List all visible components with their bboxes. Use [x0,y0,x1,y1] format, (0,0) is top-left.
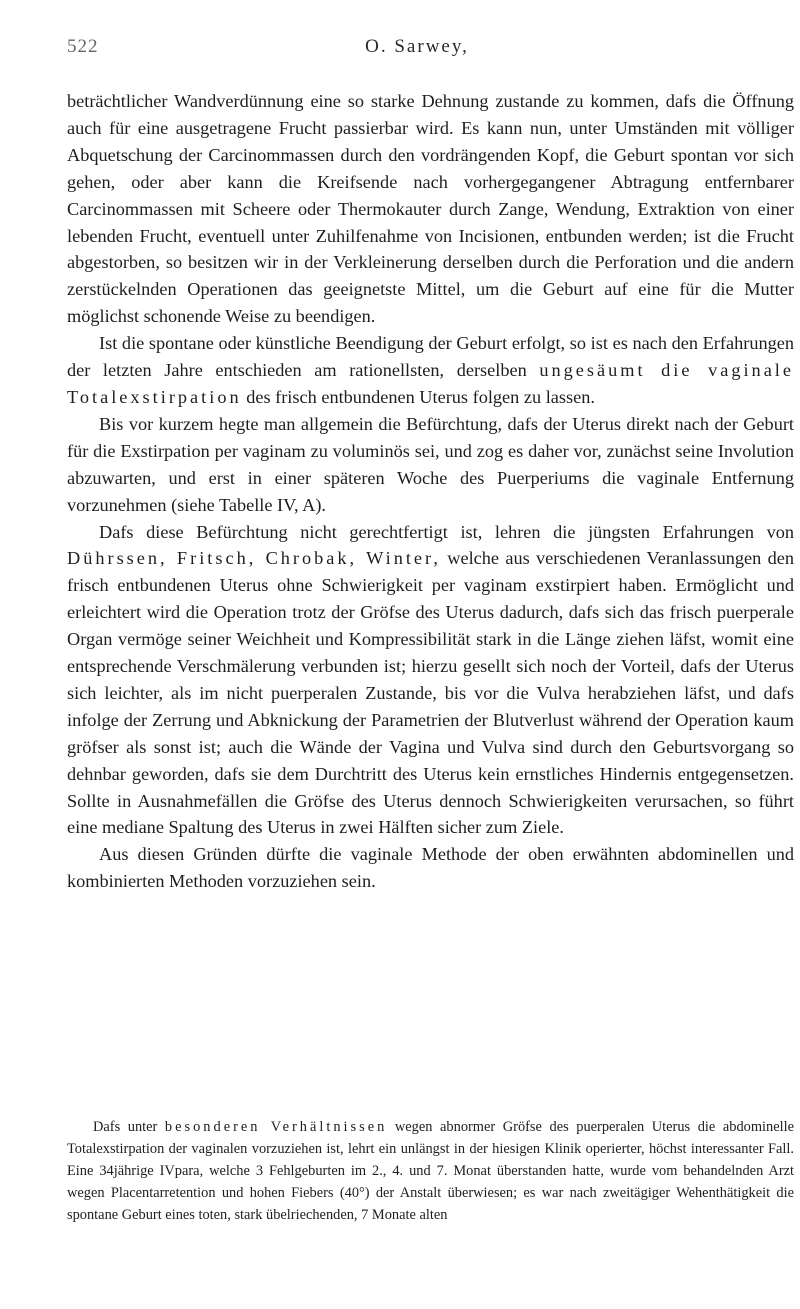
paragraph-text: Dafs diese Befürchtung nicht gerechtfertigt ist, lehren die jüngsten Erfahrungen von [99,521,794,542]
footnote-text: Dafs unter [93,1119,165,1135]
paragraph-conclusion: Aus diesen Gründen dürfte die vaginale Methode der oben erwähnten abdominellen und kombinierten Methoden vorzuziehen sein. [67,844,794,892]
paragraph-text: des frisch entbundenen Uterus folgen zu lassen. [241,386,595,407]
page-header [67,36,767,76]
paragraph-totalexstirpation [67,330,794,411]
page-number: 522 [67,36,99,57]
body-text [67,88,794,895]
running-head: O. Sarwey, [365,36,469,57]
paragraph-erfahrungen [67,519,794,842]
paragraph-continuation: beträchtlicher Wandverdünnung eine so starke Dehnung zustande zu kommen, dafs die Öffnung auch für eine ausgetragene Frucht passierbar wird. Es kann nun, unter Umständen mit völliger Abquetschung der Carcinommassen durch den vordrängenden Kopf, die Geburt spontan vor sich gehen, oder aber kann die Kreifsende nach vorhergegangener Abtragung entfernbarer Carcinommassen mit Scheere oder Thermokauter durch Zange, Wendung, Extraktion von einer lebenden Frucht, eventuell unter Zuhilfenahme von Incisionen, entbunden werden; ist die Frucht abgestorben, so besitzen wir in der Verkleinerung derselben durch die Perforation und die andern zerstückelnden Operationen das geeignetste Mittel, um die Geburt auf eine für die Mutter möglichst schonende Weise zu beendigen. [67,91,794,327]
paragraph-text: welche aus verschiedenen Veranlassungen den frisch entbundenen Uterus ohne Schwierigkeit per vaginam exstirpiert haben. Ermöglicht und erleichtert wird die Operation trotz der Gröfse des Uterus dadurch, dafs sich das frisch puerperale Organ vermöge seiner Weichheit und Kompressibilität stark in die Länge ziehen läfst, womit eine entsprechende Verschmälerung verbunden ist; hierzu gesellt sich noch der Vorteil, dafs der Uterus sich leichter, als im nicht puerperalen Zustande, bis vor die Vulva herabziehen läfst, und dafs infolge der Zerrung und Abknickung der Parametrien der Blutverlust während der Operation kaum gröfser als sonst ist; auch die Wände der Vagina und Vulva sind durch den Geburtsvorgang so dehnbar geworden, dafs sie dem Durchtritt des Uterus kein ernstliches Hindernis entgegensetzen. Sollte in Ausnahmefällen die Gröfse des Uterus dennoch Schwierigkeiten verursachen, so führt eine mediane Spaltung des Uterus in zwei Hälften sicher zum Ziele. [67,548,794,838]
emphasized-text: ungesäumt die vaginale Totalexstirpation [67,360,794,407]
footnote-text: wegen abnormer Gröfse des puerperalen Uterus die abdominelle Totalexstirpation der vaginalen vorzuziehen ist, lehrt ein unlängst in der hiesigen Klinik operierter, höchst interessanter Fall. Eine 34jährige IVpara, welche 3 Fehlgeburten im 2., 4. und 7. Monat überstanden hatte, wurde vom behandelnden Arzt wegen Placentarretention und hohen Fiebers (40°) der Anstalt überwiesen; es war nach zweitägiger Wehenthätigkeit die spontane Geburt eines toten, stark übelriechenden, 7 Monate alten [67,1119,795,1223]
footnote [67,1116,794,1226]
emphasized-text: besonderen Verhältnissen [164,1119,388,1135]
author-names: Dührssen, Fritsch, Chrobak, Winter, [67,548,441,569]
paragraph-befuerchtung: Bis vor kurzem hegte man allgemein die Befürchtung, dafs der Uterus direkt nach der Geburt für die Exstirpation per vaginam zu voluminös sei, und zog es daher vor, zunächst seine Involution abzuwarten, und erst in einer späteren Woche des Puerperiums die vaginale Entfernung vorzunehmen (siehe Tabelle IV, A). [67,413,794,515]
paragraph-text: Ist die spontane oder künstliche Beendigung der Geburt erfolgt, so ist es nach den Erfahrungen der letzten Jahre entschieden am rationellsten, derselben [67,333,794,381]
